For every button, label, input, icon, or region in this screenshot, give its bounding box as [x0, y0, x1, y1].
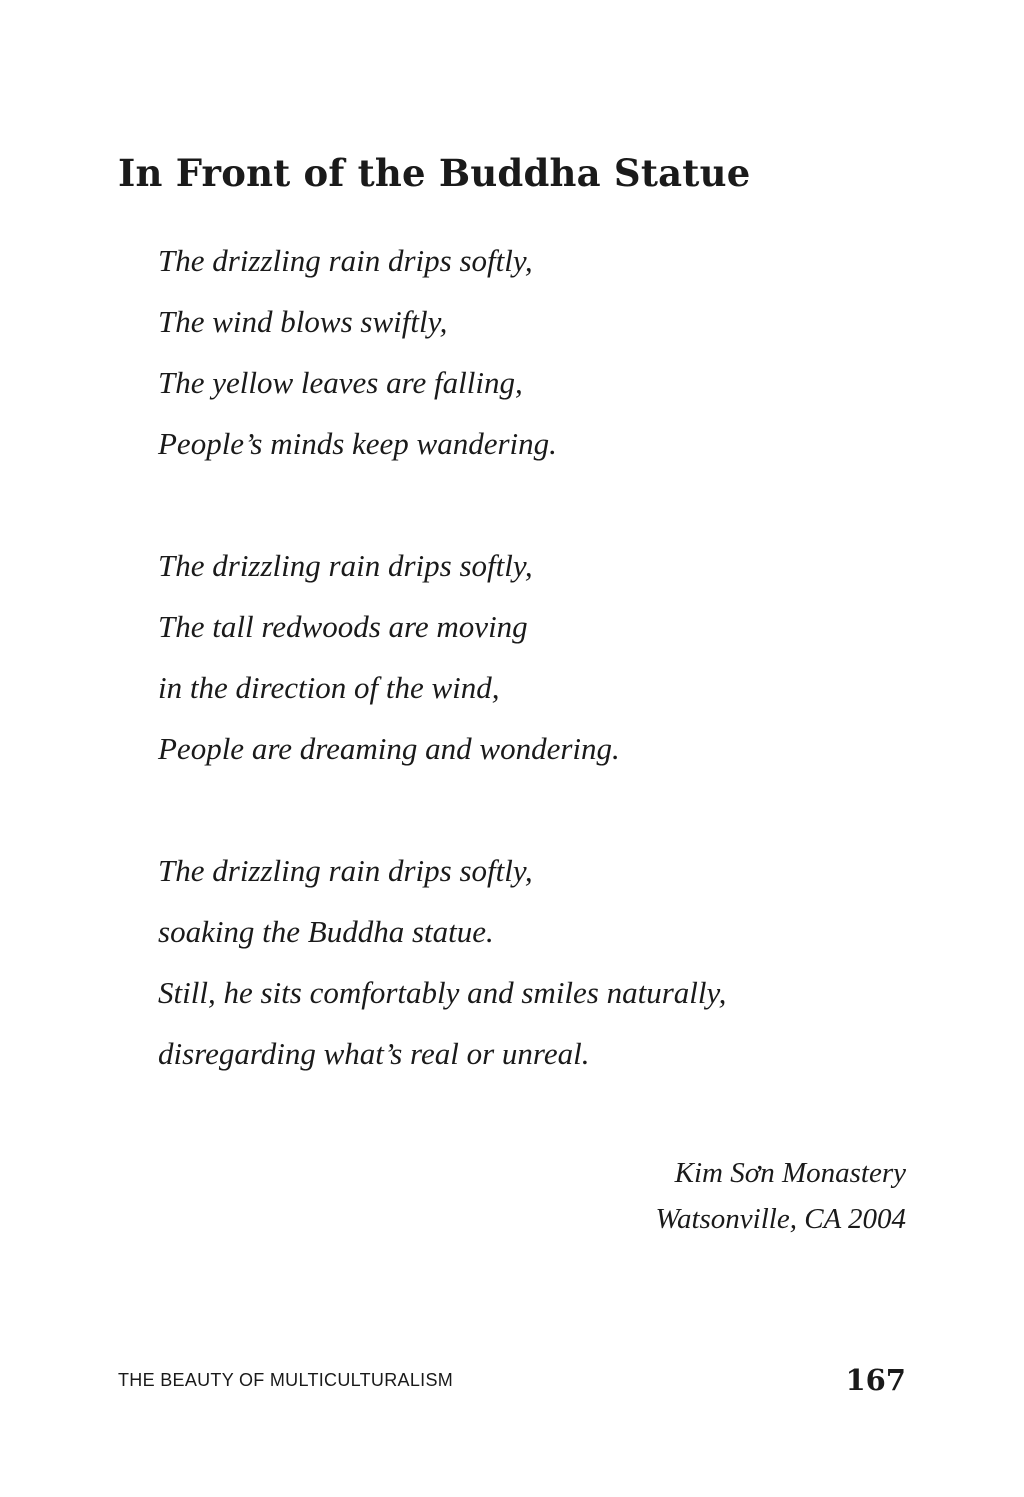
poem-line: The drizzling rain drips softly, [158, 853, 533, 888]
signature-place: Kim Sơn Monastery [674, 1157, 906, 1189]
poem-line: The tall redwoods are moving [158, 609, 528, 644]
poem-signature [655, 1150, 906, 1242]
poem-line: People are dreaming and wondering. [158, 731, 620, 766]
poem-line: People’s minds keep wandering. [158, 426, 557, 461]
poem-line: Still, he sits comfortably and smiles naturally, [158, 975, 727, 1010]
poem-line: soaking the Buddha statue. [158, 914, 494, 949]
poem-line: The wind blows swiftly, [158, 304, 448, 339]
signature-location-date: Watsonville, CA 2004 [655, 1203, 906, 1235]
poem-line: The drizzling rain drips softly, [158, 548, 533, 583]
poem-line: disregarding what’s real or unreal. [158, 1036, 590, 1071]
footer-running-title: THE BEAUTY OF MULTICULTURALISM [118, 1370, 454, 1390]
poem-title: In Front of the Buddha Statue [118, 151, 751, 195]
page-number: 167 [845, 1363, 906, 1397]
stanza-3 [158, 848, 918, 1092]
poem-line: in the direction of the wind, [158, 670, 500, 705]
poem-line: The drizzling rain drips softly, [158, 243, 533, 278]
stanza-2 [158, 543, 918, 787]
poem-line: The yellow leaves are falling, [158, 365, 523, 400]
poem-body [158, 238, 918, 1153]
stanza-1 [158, 238, 918, 482]
